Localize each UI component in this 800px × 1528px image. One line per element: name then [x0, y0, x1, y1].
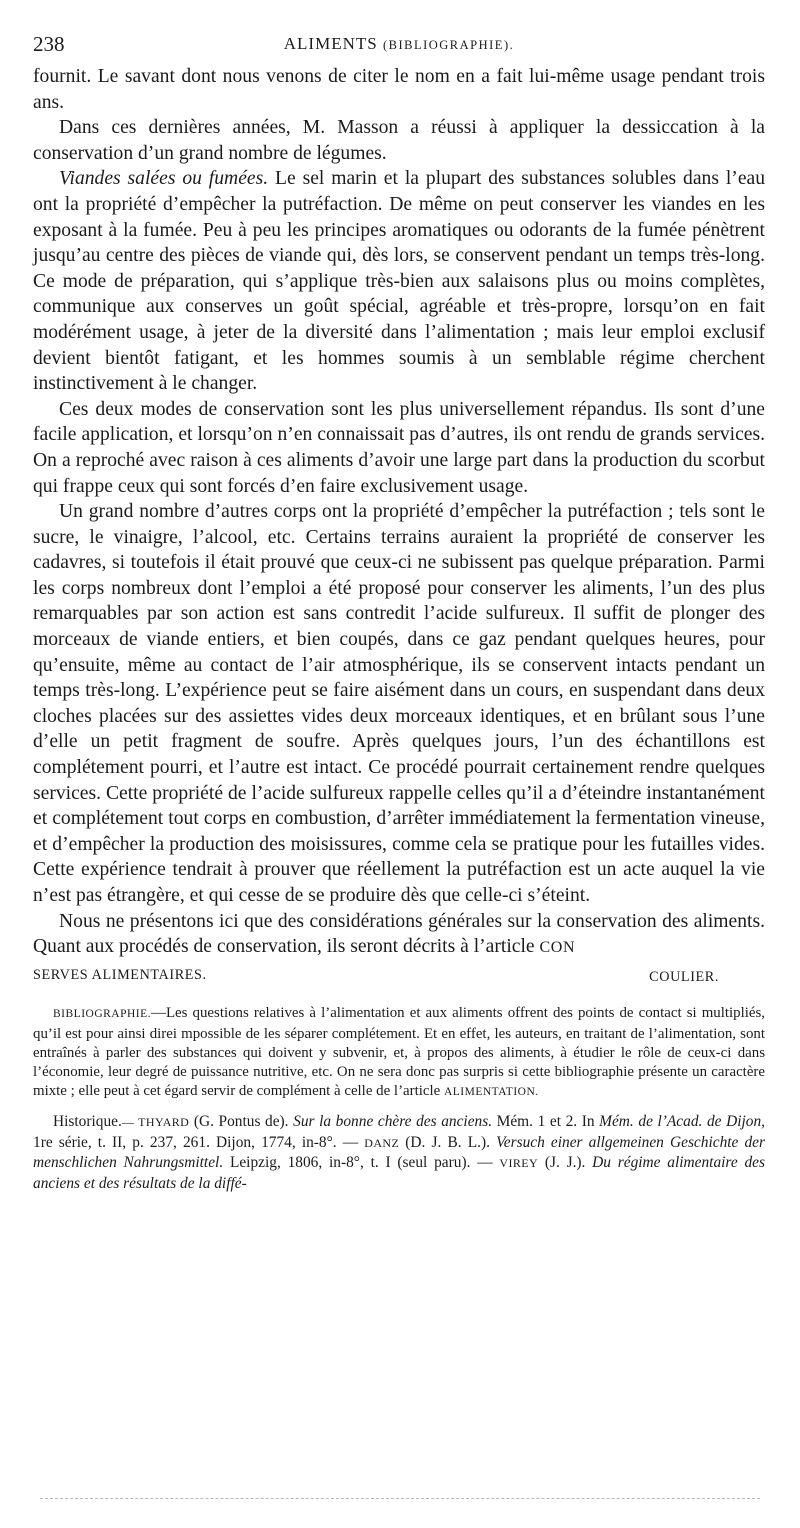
- author-danz: DANZ: [364, 1135, 400, 1150]
- work-title-virey: Du régime alimentaire des anciens et des résultats de la diffé-: [33, 1154, 765, 1192]
- section-heading-viandes: Viandes salées ou fumées.: [59, 168, 269, 190]
- author-signature: COULIER.: [649, 968, 719, 985]
- bibliography-text: —Les questions relatives à l’alimentation et aux aliments offrent des points de contact si multipliés, qu’il est pour ainsi direi mpossible de les séparer complétement. Et en effet, les auteurs, en traitant de l’alimentation, sont entraînés à parler des substances qui doivent y subvenir, et, à propos des aliments, à étudier le rôle de ceux-ci dans l’économie, leur degré de puissance nutritive, etc. On ne sera donc pas surpris si cette bibliographie présente un caractère mixte ; elle peut à cet égard servir de complément à celle de l’article: [33, 1005, 765, 1100]
- bibliography-reference: ALIMENTATION.: [443, 1086, 539, 1099]
- paragraph-continuation: fournit. Le savant dont nous venons de citer le nom en a fait lui-même usage pendant trois ans.: [33, 66, 765, 113]
- bibliography-section: [33, 1004, 765, 1102]
- bibliography-label: BIBLIOGRAPHIE.: [53, 1008, 152, 1021]
- running-head-title: ALIMENTS: [283, 34, 378, 53]
- book-page: [33, 30, 765, 1193]
- running-head: [33, 34, 765, 54]
- bottom-scan-artifact-line: [40, 1498, 760, 1499]
- paragraph-acide-sulfureux: Un grand nombre d’autres corps ont la propriété d’empêcher la putréfaction ; tels sont le sucre, le vinaigre, l’alcool, etc. Certains terrains auraient la propriété de conserver les cadavres, si toutefois il était prouvé que ceux-ci ne subissent pas quelque préparation. Parmi les corps nombreux dont l’emploi a été proposé pour conserver les aliments, l’un des plus remarquables par son action est sans contredit l’acide sulfureux. Il suffit de plonger des morceaux de viande entiers, et bien coupés, dans ce gaz pendant quelques heures, pour qu’ensuite, même au contact de l’air atmosphérique, ils se conservent intacts pendant un temps très-long. L’expérience peut se faire aisément dans un cours, en suspendant dans deux cloches placées sur des assiettes vides deux morceaux identiques, et en brûlant sous l’une d’elle un petit fragment de soufre. Après quelques jours, l’un des échantillons est complétement pourri, et l’autre est intact. Ce procédé pourrait certainement rendre quelques services. Cette propriété de l’acide sulfureux rappelle celles qu’il a d’éteindre instantanément et complétement tout corps en combustion, d’arrêter immédiatement la fermentation vineuse, et d’empêcher la production des moisissures, comme cela se pratique pour les futailles vides. Cette expérience tendrait à prouver que réellement la putréfaction est un acte auquel la vie n’est pas étrangère, et qui cesse de se produire dès que celle-ci s’éteint.: [33, 501, 765, 906]
- page-header: [33, 30, 765, 64]
- article-reference-part2: SERVES ALIMENTAIRES.: [33, 966, 207, 983]
- historique-label: Historique.: [53, 1113, 122, 1131]
- paragraph-modes-conservation: Ces deux modes de conservation sont les plus universellement répandus. Ils sont d’une facile application, et lorsqu’on n’en connaissait pas d’autres, ils ont rendu de grands services. On a reproché avec raison à ces aliments d’avoir une large part dans la production du scorbut qui frappe ceux qui sont forcés d’en faire exclusivement usage.: [33, 398, 765, 497]
- historique-section: [33, 1112, 765, 1193]
- historique-paragraph: Historique.— THYARD (G. Pontus de). Sur la bonne chère des anciens. Mém. 1 et 2. In Mém. de l’Acad. de Dijon, 1re série, t. II, p. 237, 261. Dijon, 1774, in-8°. — DANZ (D. J. B. L.). Versuch einer allgemeinen Geschichte der menschlichen Nahrungsmittel. Leipzig, 1806, in-8°, t. I (seul paru). — VIREY (J. J.). Du régime alimentaire des anciens et des résultats de la diffé-: [33, 1113, 766, 1192]
- author-virey: VIREY: [499, 1156, 539, 1171]
- paragraph-viandes-salees: [33, 166, 765, 396]
- conclusion-text: Nous ne présentons ici que des considérations générales sur la conservation des aliments. Quant aux procédés de conservation, ils seront décrits à l’article: [33, 910, 765, 958]
- work-title-danz: Versuch einer allgemeinen Geschichte der menschlichen Nahrungsmittel.: [33, 1133, 766, 1172]
- work-title-thyard: Sur la bonne chère des anciens.: [293, 1113, 493, 1131]
- page-number: 238: [33, 32, 65, 56]
- running-head-subtitle: (BIBLIOGRAPHIE).: [382, 38, 515, 52]
- author-thyard: — THYARD: [121, 1115, 190, 1130]
- article-reference-part1: CON: [539, 939, 576, 957]
- paragraph-viandes-text: Le sel marin et la plupart des substances solubles dans l’eau ont la propriété d’empêcher la putréfaction. De même on peut conserver les viandes en les exposant à la fumée. Peu à peu les principes aromatiques ou odorants de la fumée pénètrent jusqu’au centre des pièces de viande qui, dès lors, se conservent pendant un temps très-long. Ce mode de préparation, qui s’applique très-bien aux salaisons plus ou moins complètes, communique aux conserves un goût spécial, agréable et très-propre, lorsqu’on en fait modérément usage, à jeter de la diversité dans l’alimentation ; mais leur emploi exclusif devient bientôt fatigant, et les hommes soumis à un semblable régime cherchent instinctivement à le changer.: [33, 168, 766, 395]
- journal-title-dijon: Mém. de l’Acad. de Dijon,: [599, 1113, 765, 1131]
- main-text: [33, 64, 765, 990]
- bibliography-paragraph: [33, 1004, 765, 1102]
- paragraph-masson: Dans ces dernières années, M. Masson a réussi à appliquer la dessiccation à la conservation d’un grand nombre de légumes.: [33, 117, 765, 164]
